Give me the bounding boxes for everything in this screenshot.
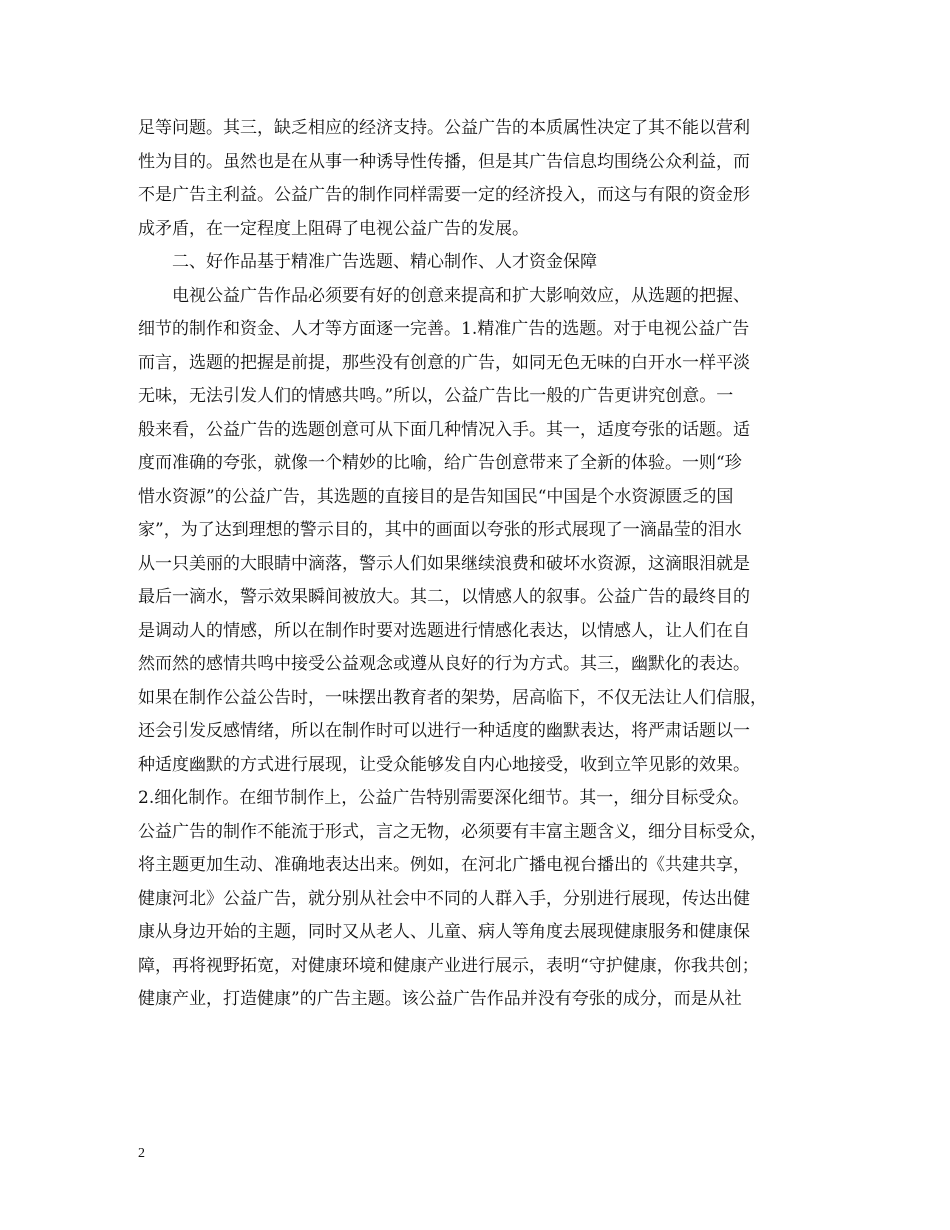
text-line: 还会引发反感情绪，所以在制作时可以进行一种适度的幽默表达，将严肃话题以一 [138, 721, 750, 741]
text-line: 成矛盾，在一定程度上阻碍了电视公益广告的发展。 [138, 218, 529, 239]
text-line: 2.细化制作。在细节制作上，公益广告特别需要深化细节。其一，细分目标受众。 [138, 788, 750, 808]
text-line: 不是广告主利益。公益广告的制作同样需要一定的经济投入，而这与有限的资金形 [138, 185, 750, 205]
text-line: 健康河北》公益广告，就分别从社会中不同的人群入手，分别进行展现，传达出健 [138, 888, 750, 909]
text-line: 足等问题。其三，缺乏相应的经济支持。公益广告的本质属性决定了其不能以营利 [138, 118, 750, 138]
text-line: 种适度幽默的方式进行展现，让受众能够发自内心地接受，收到立竿见影的效果。 [138, 754, 750, 775]
text-line: 是调动人的情感，所以在制作时要对选题进行情感化表达，以情感人，让人们在自 [138, 620, 750, 641]
text-line: 家”，为了达到理想的警示目的，其中的画面以夸张的形式展现了一滴晶莹的泪水 [138, 520, 742, 540]
text-line: 电视公益广告作品必须要有好的创意来提高和扩大影响效应，从选题的把握、 [172, 285, 750, 306]
text-line: 性为目的。虽然也是在从事一种诱导性传播，但是其广告信息均围绕公众利益，而 [138, 151, 750, 172]
text-line: 二、好作品基于精准广告选题、精心制作、人才资金保障 [172, 252, 597, 272]
text-line: 公益广告的制作不能流于形式，言之无物，必须要有丰富主题含义，细分目标受众， [138, 821, 767, 842]
text-line: 无味，无法引发人们的情感共鸣。”所以，公益广告比一般的广告更讲究创意。一 [138, 386, 734, 406]
text-line: 康从身边开始的主题，同时又从老人、儿童、病人等角度去展现健康服务和健康保 [138, 922, 750, 942]
text-line: 细节的制作和资金、人才等方面逐一完善。1.精准广告的选题。对于电视公益广告 [138, 319, 750, 339]
body-text [138, 112, 828, 1017]
text-line: 最后一滴水，警示效果瞬间被放大。其二，以情感人的叙事。公益广告的最终目的 [138, 587, 750, 607]
text-line: 如果在制作公益公告时，一味摆出教育者的架势，居高临下，不仅无法让人们信服， [138, 687, 767, 708]
text-line: 度而准确的夸张，就像一个精妙的比喻，给广告创意带来了全新的体验。一则“珍 [138, 453, 742, 473]
text-line: 般来看，公益广告的选题创意可从下面几种情况入手。其一，适度夸张的话题。适 [138, 419, 750, 440]
text-line: 障，再将视野拓宽，对健康环境和健康产业进行展示，表明“守护健康，你我共创； [138, 955, 759, 976]
text-line: 从一只美丽的大眼睛中滴落，警示人们如果继续浪费和破坏水资源，这滴眼泪就是 [138, 553, 750, 574]
text-line: 将主题更加生动、准确地表达出来。例如，在河北广播电视台播出的《共建共享， [138, 855, 750, 875]
text-line: 惜水资源”的公益广告，其选题的直接目的是告知国民“中国是个水资源匮乏的国 [138, 486, 734, 507]
page-number: 2 [138, 1146, 145, 1161]
text-line: 健康产业，打造健康”的广告主题。该公益广告作品并没有夸张的成分，而是从社 [138, 989, 742, 1009]
text-line: 然而然的感情共鸣中接受公益观念或遵从良好的行为方式。其三，幽默化的表达。 [138, 654, 750, 674]
text-line: 而言，选题的把握是前提，那些没有创意的广告，如同无色无味的白开水一样平淡 [138, 352, 750, 373]
